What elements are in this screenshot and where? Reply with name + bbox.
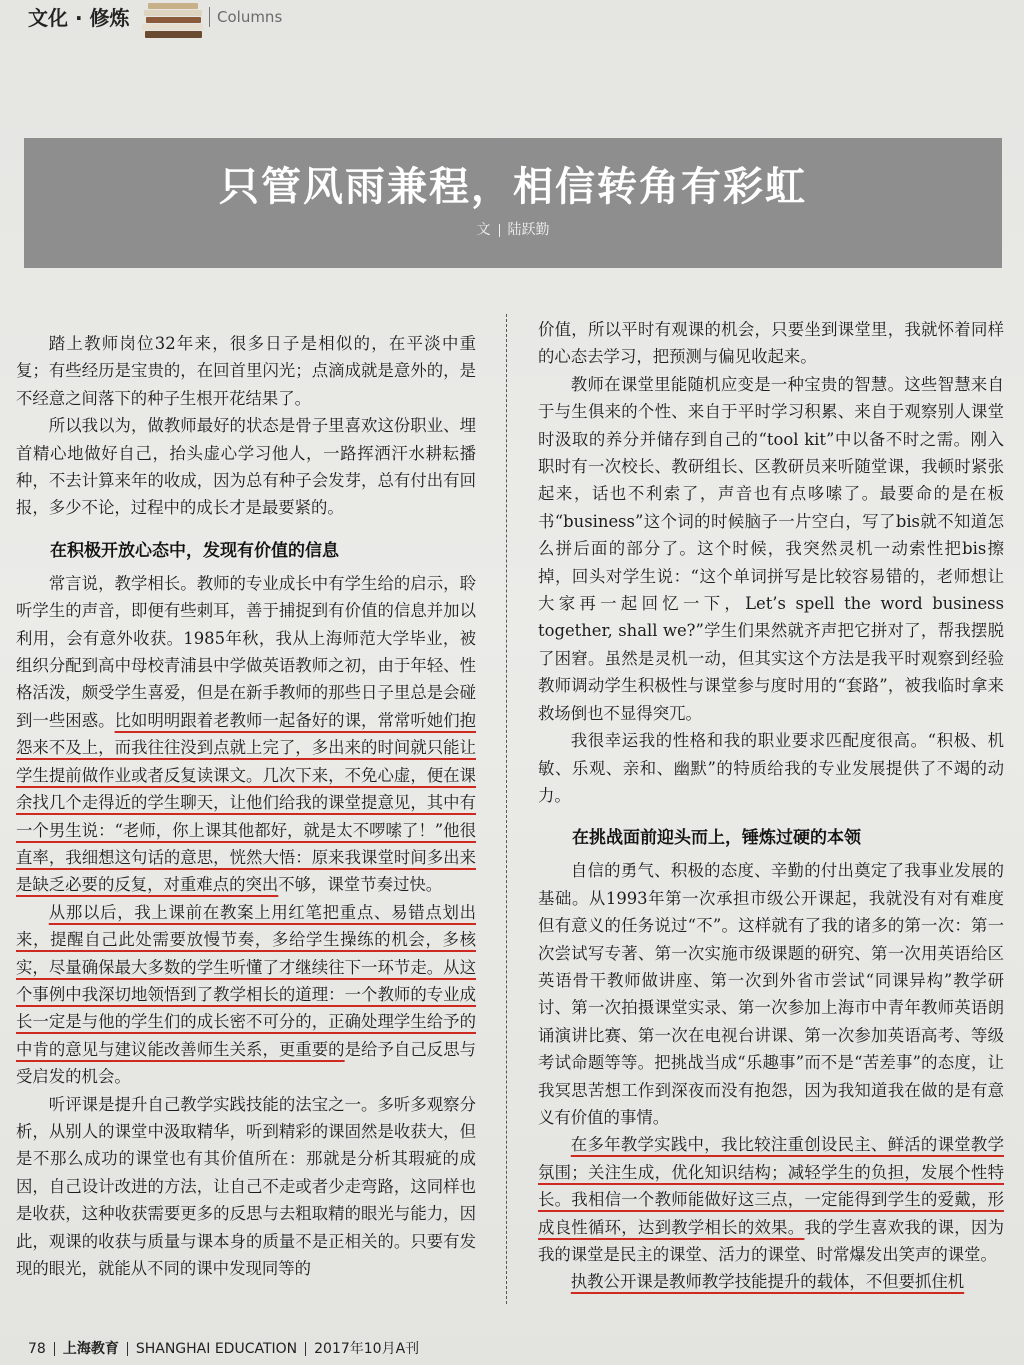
issue-date: 2017年10月A刊 [314,1341,420,1357]
paragraph [538,1131,1004,1268]
magazine-name-cn: 上海教育 [62,1341,119,1357]
byline-divider [499,224,500,237]
article-title: 只管风雨兼程，相信转角有彩虹 [219,164,807,210]
section-label: 文化 · 修炼 [28,6,130,30]
columns-label: Columns [217,8,283,26]
paragraph [538,371,1004,727]
text-run: 所以我以为，做教师最好的状态是骨子里喜欢这份职业、埋首精心地做好自己，抬头虚心学习他人，一路挥洒汗水耕耘播种，不去计算来年的收成，因为总有种子会发芽，总有付出有回报，多少不论，过程中的成长才是最要紧的。 [16,416,476,518]
text-run: 常言说，教学相长。教师的专业成长中有学生给的启示，聆听学生的声音，即便有些刺耳，善于捕捉到有价值的信息并加以利用，会有意外收获。1985年秋，我从上海师范大学毕业，被组织分配到高中母校青浦县中学做英语教师之初，由于年轻、性格活泼，颇受学生喜爱，但是在新手教师的那些日子里总是会碰到一些困惑。 [16,573,476,730]
text-run: 我很幸运我的性格和我的职业要求匹配度很高。“积极、机敏、乐观、亲和、幽默”的特质给我的专业发展提供了不竭的动力。 [538,731,1004,805]
footer-divider [127,1342,128,1356]
right-body [538,857,1004,1296]
text-run: 教师在课堂里能随机应变是一种宝贵的智慧。这些智慧来自于与生俱来的个性、来自于平时学习积累、来自于观察别人课堂时汲取的养分并储存到自己的“tool kit”中以备不时之需。刚入职时有一次校长、教研组长、区教研员来听随堂课，我顿时紧张起来，话也不利索了，声音也有点哆嗦了。最要命的是在板书“business”这个词的时候脑子一片空白，写了bis就不知道怎么拼后面的部分了。这个时候，我突然灵机一动索性把bis擦掉，回头对学生说：“这个单词拼写是比较容易错的，老师想让大家再一起回忆一下，Let’s spell the word business together, shall we?”学生们果然就齐声把它拼对了，帮我摆脱了困窘。虽然是灵机一动，但其实这个方法是我平时观察到经验教师调动学生积极性与课堂参与度时用的“套路”，被我临时拿来救场倒也不显得突兀。 [538,374,1004,723]
paragraph [538,727,1004,809]
paragraph [16,899,476,1091]
text-run: 不够，课堂节奏过快。 [278,875,443,895]
text-run: 听评课是提升自己教学实践技能的法宝之一。多听多观察分析，从别人的课堂中汲取精华，听到精彩的课固然是收获大，但是不那么成功的课堂也有其价值所在：那就是分析其瑕疵的成因，自己设计改进的方法，让自己不走或者少走弯路，这同样也是收获，这种收获需要更多的反思与去粗取精的眼光与能力，因此，观课的收获与质量与课本身的质量不是正相关的。只要有发现的眼光，就能从不同的课中发现同等的 [16,1094,476,1278]
book-stack-icon [142,0,204,40]
book-spine [144,10,202,16]
text-run: 自信的勇气、积极的态度、辛勤的付出奠定了我事业发展的基础。从1993年第一次承担市级公开课起，我就没有对有难度但有意义的任务说过“不”。这样就有了我的诸多的第一次：第一次尝试写专著、第一次实施市级课题的研究、第一次用英语给区英语骨干教师做讲座、第一次到外省市尝试“同课异构”教学研讨、第一次拍摄课堂实录、第一次参加上海市中青年教师英语朗诵演讲比赛、第一次在电视台讲课、第一次参加英语高考、等级考试命题等等。把挑战当成“乐趣事”而不是“苦差事”的态度，让我冥思苦想工作到深夜而没有抱怨，因为我知道我在做的是有意义有价值的事情。 [538,861,1004,1127]
paragraph [538,857,1004,1131]
red-underlined-text: 比如明明跟着老教师一起备好的课，常常听她们抱怨来不及上，而我往往没到点就上完了，多出来的时间就只能让学生提前做作业或者反复读课文。几次下来，不免心虚，便在课余找几个走得近的学生聊天，让他们给我的课堂提意见，其中有一个男生说：“老师，你上课其他都好，就是太不啰嗦了！”他很直率，我细想这句话的意思，恍然大悟：原来我课堂时间多出来是缺乏必要的反复，对重难点的突出 [16,710,476,895]
left-body [16,570,476,1283]
paragraph [538,1268,1004,1295]
paragraph [538,316,1004,371]
right-continued [538,316,1004,809]
book-spine [145,31,202,38]
author-name: 陆跃勤 [507,222,550,238]
left-intro [16,330,476,522]
red-underlined-text: 从那以后，我上课前在教案上用红笔把重点、易错点划出来，提醒自己此处需要放慢节奏，多给学生操练的机会，多核实，尽量确保最大多数的学生听懂了才继续往下一环节走。从这个事例中我深切地领悟到了教学相长的道理：一个教师的专业成长一定是与他的学生们的成长密不可分的，正确处理学生给予的中肯的意见与建议能改善师生关系，更重要的 [16,902,476,1059]
footer-divider [54,1342,55,1356]
paragraph [16,1091,476,1283]
section-heading: 在挑战面前迎头而上，锤炼过硬的本领 [572,828,861,849]
page-number: 78 [28,1341,46,1357]
text-run: 价值，所以平时有观课的机会，只要坐到课堂里，我就怀着同样的心态去学习，把预测与偏见收起来。 [538,320,1004,367]
column-divider [506,314,507,1304]
text-run: 是给予自己反思与受启发的机会。 [16,1039,476,1087]
book-spine [142,24,203,30]
text-run: 踏上教师岗位32年来，很多日子是相似的，在平淡中重复；有些经历是宝贵的，在回首里闪光；点滴成就是意外的，是不经意之间落下的种子生根开花结果了。 [16,334,476,408]
paragraph [16,570,476,899]
byline-label: 文 [476,222,491,238]
left-column [16,330,476,1330]
byline [24,220,1002,240]
section-heading: 在积极开放心态中，发现有价值的信息 [50,540,339,561]
page-footer [28,1339,419,1359]
book-spine [148,3,198,9]
right-column [538,316,1004,1336]
paragraph [16,330,476,412]
paragraph [16,412,476,522]
title-banner [24,138,1002,268]
footer-divider [305,1342,306,1356]
red-underlined-text: 执教公开课是教师教学技能提升的载体，不但要抓住机 [570,1272,965,1292]
text-run: 我的学生喜欢我的课，因为我的课堂是民主的课堂、活力的课堂、时常爆发出笑声的课堂。 [538,1217,1004,1264]
red-underlined-text: 在多年教学实践中，我比较注重创设民主、鲜活的课堂教学氛围；关注生成，优化知识结构；减轻学生的负担，发展个性特长。我相信一个教师能做好这三点，一定能得到学生的爱戴，形成良性循环，达到教学相长的效果。 [538,1135,1004,1237]
book-spine [146,17,201,23]
magazine-name-en: SHANGHAI EDUCATION [135,1341,298,1357]
header-divider [209,7,210,27]
